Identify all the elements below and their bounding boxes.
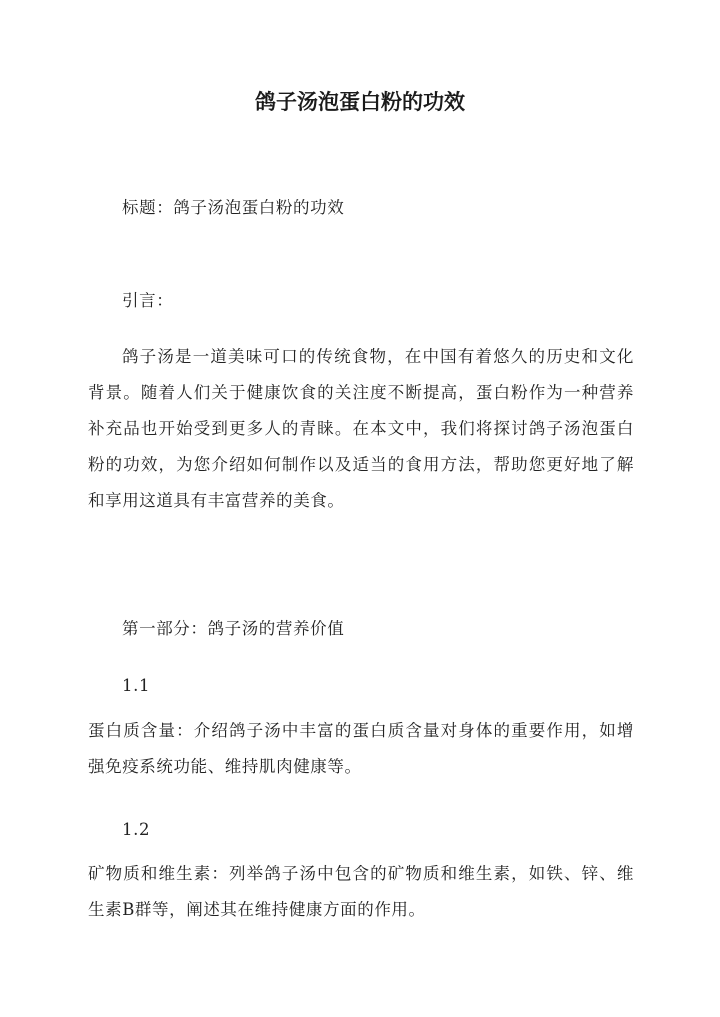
intro-paragraph: 鸽子汤是一道美味可口的传统食物，在中国有着悠久的历史和文化背景。随着人们关于健康饮食的关注度不断提高，蛋白粉作为一种营养补充品也开始受到更多人的青睐。在本文中，我们将探讨鸽子汤泡蛋白粉的功效，为您介绍如何制作以及适当的食用方法，帮助您更好地了解和享用这道具有丰富营养的美食。 [88,347,634,510]
item1-text: 蛋白质含量：介绍鸽子汤中丰富的蛋白质含量对身体的重要作用，如增强免疫系统功能、维持肌肉健康等。 [88,721,634,776]
heading-label: 标题：鸽子汤泡蛋白粉的功效 [122,198,345,217]
intro-label: 引言： [122,291,174,310]
item1-number: 1.1 [122,676,151,695]
item2-number: 1.2 [122,820,151,839]
item2-text: 矿物质和维生素：列举鸽子汤中包含的矿物质和维生素，如铁、锌、维生素B群等，阐述其在维持健康方面的作用。 [88,864,634,919]
section1-heading: 第一部分：鸽子汤的营养价值 [122,619,345,638]
document-title: 鸽子汤泡蛋白粉的功效 [255,89,465,114]
